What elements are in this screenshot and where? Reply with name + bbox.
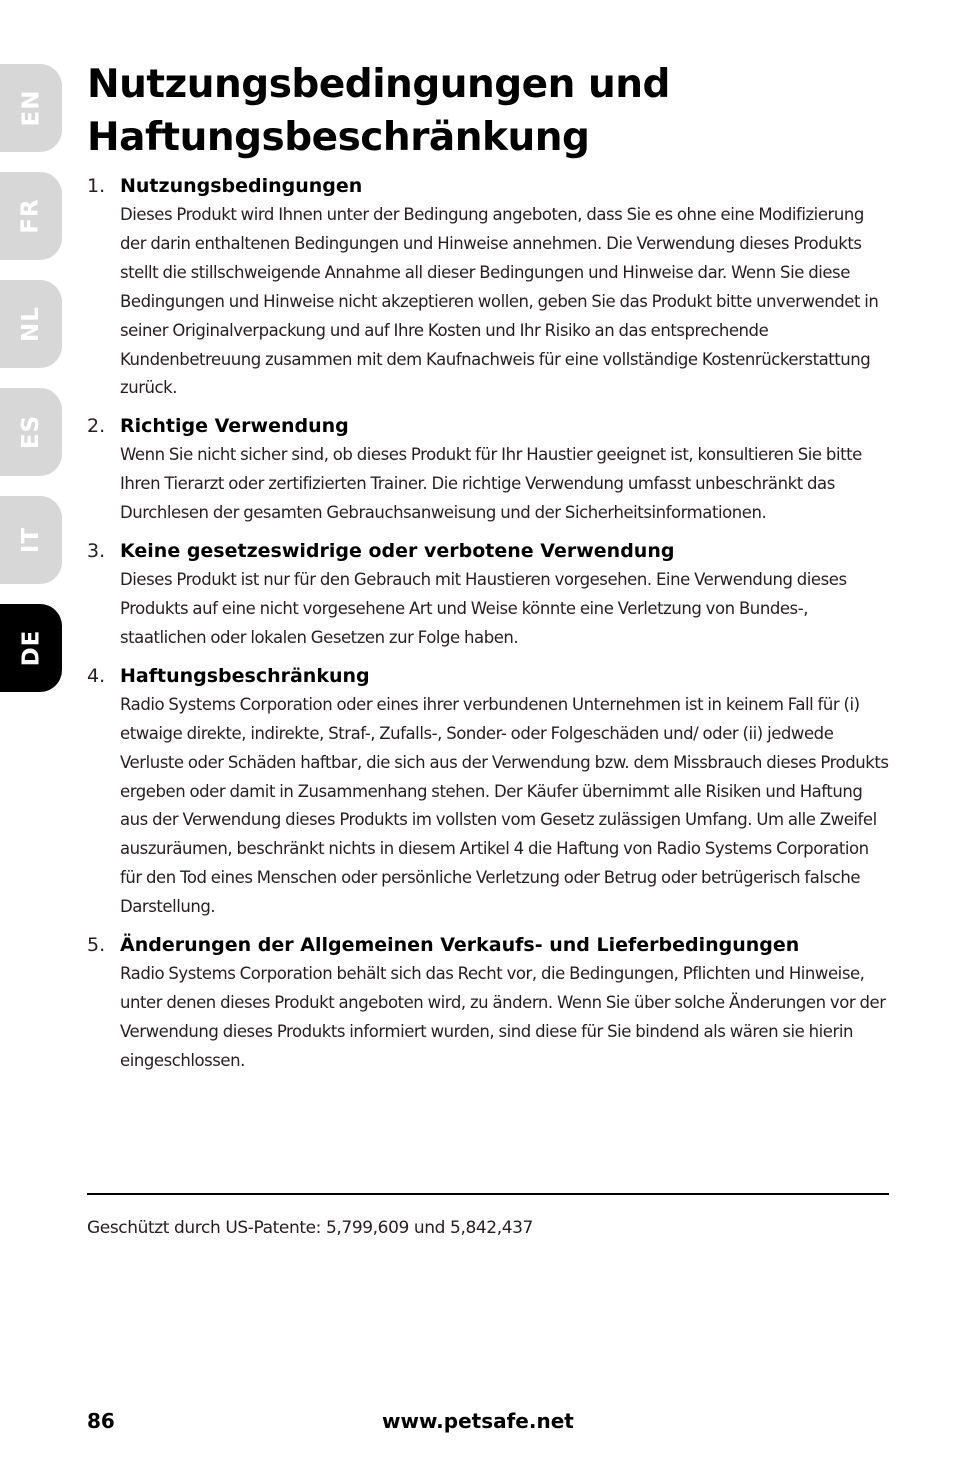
section-body: Wenn Sie nicht sicher sind, ob dieses Produkt für Ihr Haustier geeignet ist, konsultieren Sie bitte Ihren Tierarzt oder zertifizierten Trainer. Die richtige Verwendung umfasst unbeschränkt das Durchlesen der gesamten Gebrauchsanweisung und der Sicherheitsinformationen. (120, 445, 862, 523)
tab-nl-label: NL (18, 306, 44, 342)
terms-section-4 (87, 662, 890, 922)
section-body: Dieses Produkt ist nur für den Gebrauch mit Haustieren vorgesehen. Eine Verwendung dieses Produkts auf eine nicht vorgesehene Art und Weise könnte eine Verletzung von Bundes-, staatlichen oder lokalen Gesetzen zur Folge haben. (120, 570, 847, 647)
tab-en[interactable] (0, 64, 62, 152)
terms-section-2 (87, 412, 890, 528)
section-body: Radio Systems Corporation oder eines ihrer verbundenen Unternehmen ist in keinem Fall für (i) etwaige direkte, indirekte, Straf-, Zufalls-, Sonder- oder Folgeschäden und/ oder (ii) jedwede Verluste oder Schäden haftbar, die sich aus der Verwendung bzw. dem Missbrauch dieses Produkts ergeben oder damit in Zusammenhang stehen. Der Käufer übernimmt alle Risiken und Haftung aus der Verwendung dieses Produkts im vollsten vom Gesetz zulässigen Umfang. Um alle Zweifel auszuräumen, beschränkt nichts in diesem Artikel 4 die Haftung von Radio Systems Corporation für den Tod eines Menschen oder persönliche Verletzung oder Betrug oder betrügerisch falsche Darstellung. (120, 694, 889, 917)
section-heading: Richtige Verwendung (120, 415, 349, 438)
tab-de-label: DE (18, 629, 44, 667)
website-link[interactable]: www.petsafe.net (382, 1409, 574, 1433)
patent-note: Geschützt durch US-Patente: 5,799,609 und 5,842,437 (87, 1218, 533, 1238)
terms-section-5 (87, 931, 890, 1076)
page-title (87, 58, 890, 164)
tab-en-label: EN (18, 89, 44, 127)
page-number: 86 (87, 1409, 115, 1433)
tab-es-label: ES (18, 414, 44, 450)
section-number: 1. (87, 175, 106, 197)
section-number: 3. (87, 540, 106, 563)
section-heading: Keine gesetzeswidrige oder verbotene Verwendung (120, 540, 675, 563)
section-number: 4. (87, 664, 106, 687)
tab-de[interactable] (0, 604, 62, 692)
section-heading: Änderungen der Allgemeinen Verkaufs- und Lieferbedingungen (120, 934, 800, 957)
section-body: Dieses Produkt wird Ihnen unter der Bedingung angeboten, dass Sie es ohne eine Modifizierung der darin enthaltenen Bedingungen und Hinweise annehmen. Die Verwendung dieses Produkts stellt die stillschweigende Annahme all dieser Bedingungen und Hinweise dar. Wenn Sie diese Bedingungen und Hinweise nicht akzeptieren wollen, geben Sie das Produkt bitte unverwendet in seiner Originalverpackung und auf Ihre Kosten und Ihr Risiko an das entsprechende Kundenbetreuung zusammen mit dem Kaufnachweis für eine vollständige Kostenrückerstattung zurück. (120, 205, 879, 398)
page-title-line-2: Haftungsbeschränkung (87, 115, 590, 160)
main-content (87, 58, 890, 1085)
terms-list (87, 172, 890, 1076)
page-title-line-1: Nutzungsbedingungen und (87, 62, 670, 107)
section-heading: Haftungsbeschränkung (120, 664, 370, 687)
tab-it-label: IT (18, 526, 44, 554)
tab-fr-label: FR (17, 198, 44, 234)
tab-nl[interactable] (0, 280, 62, 368)
tab-it[interactable] (0, 496, 62, 584)
section-heading: Nutzungsbedingungen (120, 175, 363, 197)
section-body: Radio Systems Corporation behält sich das Recht vor, die Bedingungen, Pflichten und Hinweise, unter denen dieses Produkt angeboten wird, zu ändern. Wenn Sie über solche Änderungen vor der Verwendung dieses Produkts informiert wurden, sind diese für Sie bindend als wären sie hierin eingeschlossen. (120, 964, 886, 1070)
tab-es[interactable] (0, 388, 62, 476)
tab-fr[interactable] (0, 172, 62, 260)
terms-section-1 (87, 172, 890, 403)
section-divider (87, 1193, 889, 1195)
terms-section-3 (87, 537, 890, 653)
section-number: 5. (87, 934, 106, 957)
section-number: 2. (87, 415, 106, 438)
